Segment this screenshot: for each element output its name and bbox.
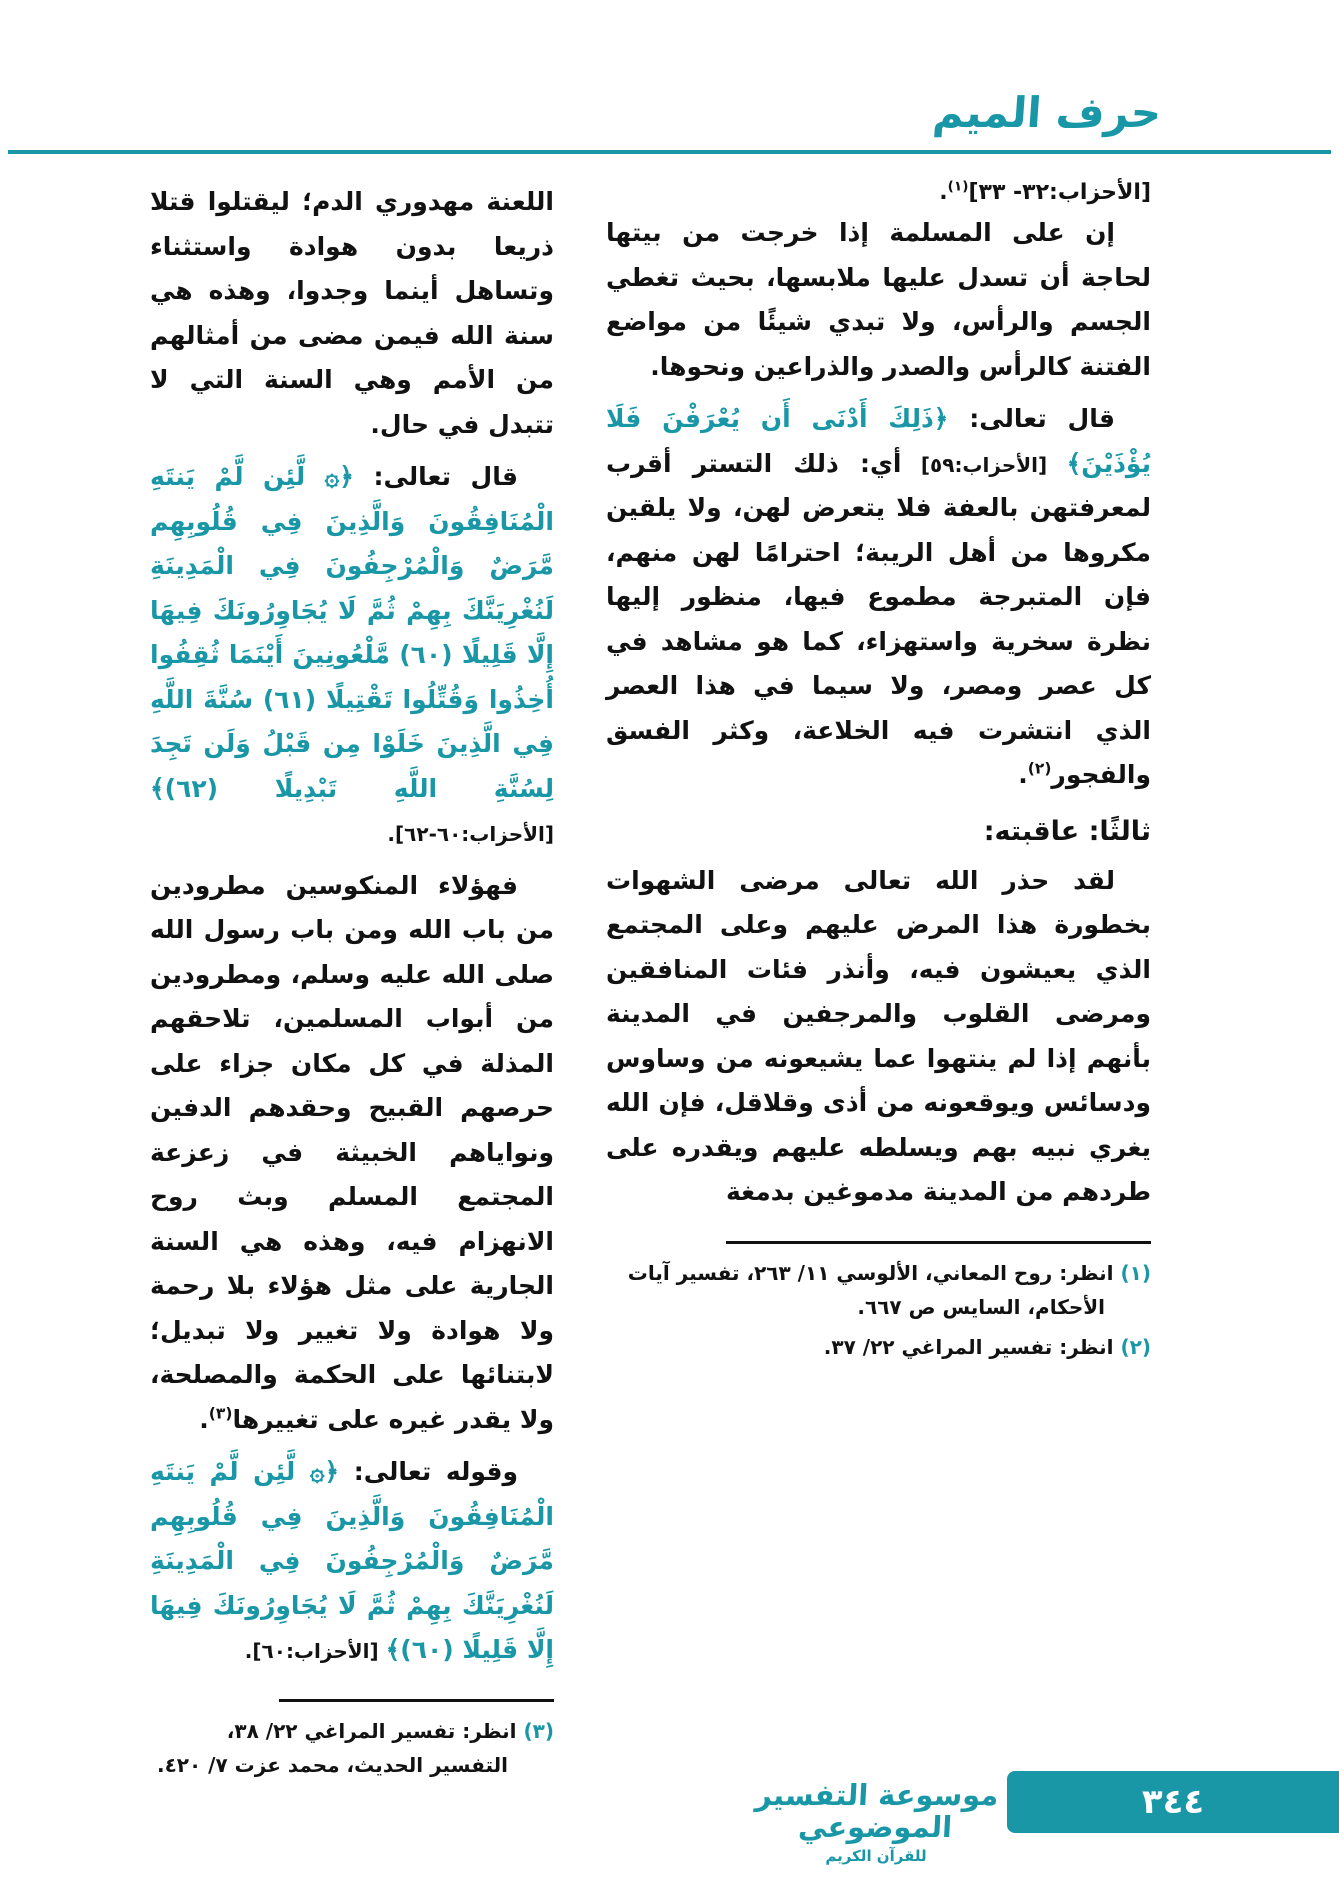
page-number: ٣٤٤: [1141, 1782, 1205, 1822]
footnote: [606, 1256, 1151, 1324]
logo-title: موسوعة التفسير الموضوعي: [754, 1777, 1000, 1844]
intro-text: وقوله تعالى:: [339, 1457, 519, 1486]
verse-reference: [الأحزاب:٥٩]: [901, 452, 1067, 477]
footnote: [150, 1714, 554, 1782]
footnote-separator: [726, 1241, 1151, 1244]
paragraph: لقد حذر الله تعالى مرضى الشهوات بخطورة هذا المرض عليهم وعلى المجتمع الذي يعيشون فيه، وأنذر فئات المنافقين ومرضى القلوب والمرجفين في المدينة بأنهم إذا لم ينتهوا عما يشيعونه من وساوس ودسائس ويوقعونه من أذى وقلاقل، فإن الله يغري نبيه بهم ويسلطه عليهم ويقدره على طردهم من المدينة مدموغين بدمغة: [606, 865, 1151, 1206]
chapter-title: حرف الميم: [931, 88, 1163, 137]
body-text: فهؤلاء المنكوسين مطرودين من باب الله ومن باب رسول الله صلى الله عليه وسلم، ومطرودين من أبواب المسلمين، تلاحقهم المذلة في كل مكان جزاء على حرصهم القبيح وحقدهم الدفين ونواياهم الخبيثة في زعزعة المجتمع المسلم وبث روح الانهزام فيه، وهذه هي السنة الجارية على مثل هؤلاء بلا رحمة ولا هوادة ولا تغيير ولا تبديل؛ لابتنائها على الحكمة والمصلحة، ولا يقدر غيره على تغييرها: [150, 870, 554, 1434]
footnotes-block: [606, 1241, 1151, 1364]
page-number-band: [1007, 1771, 1339, 1833]
paragraph-with-verse: [150, 1450, 554, 1673]
quran-verse: ﴿۞ لَّئِن لَّمْ يَنتَهِ الْمُنَافِقُونَ وَالَّذِينَ فِي قُلُوبِهِم مَّرَضٌ وَالْمُرْجِفُونَ فِي الْمَدِينَةِ لَنُغْرِيَنَّكَ بِهِمْ ثُمَّ لَا يُجَاوِرُونَكَ فِيهَا إِلَّا قَلِيلًا (٦٠) مَّلْعُونِينَ أَيْنَمَا ثُقِفُوا أُخِذُوا وَقُتِّلُوا تَقْتِيلًا (٦١) سُنَّةَ اللَّهِ فِي الَّذِينَ خَلَوْا مِن قَبْلُ وَلَن تَجِدَ لِسُنَّةِ اللَّهِ تَبْدِيلًا (٦٢)﴾: [150, 462, 554, 803]
paragraph: إن على المسلمة إذا خرجت من بيتها لحاجة أن تسدل عليها ملابسها، بحيث تغطي الجسم والرأس، ولا تبدي شيئًا من مواضع الفتنة كالرأس والصدر والذراعين ونحوها.: [606, 218, 1151, 381]
footnote-marker: (١): [947, 178, 969, 195]
header-rule: [8, 150, 1331, 154]
right-column: [606, 180, 1151, 1370]
verse-reference: [الأحزاب:٣٢- ٣٣]: [968, 180, 1151, 205]
verse-reference: [الأحزاب:٦٠-٦٢].: [387, 822, 554, 846]
footnote-text: انظر: روح المعاني، الألوسي ١١/ ٢٦٣، تفسير آيات الأحكام، السايس ص ٦٦٧.: [627, 1260, 1114, 1319]
text-columns: [150, 180, 1151, 1788]
verse-reference-line: [606, 180, 1151, 205]
paragraph: [150, 864, 554, 1443]
period: .: [1018, 760, 1028, 789]
footnote-number: (٣): [523, 1718, 554, 1743]
intro-text: قال تعالى:: [353, 462, 519, 491]
footnote-marker: (٣): [208, 1404, 233, 1423]
verse-reference: [الأحزاب:٦٠].: [244, 1639, 386, 1663]
period: .: [199, 1404, 209, 1434]
left-column: [150, 180, 554, 1788]
section-heading: ثالثًا: عاقبته:: [983, 815, 1151, 847]
paragraph-with-verse: [150, 455, 554, 856]
publisher-logo: [751, 1777, 1001, 1865]
intro-text: قال تعالى:: [948, 404, 1116, 433]
logo-subtitle: للقرآن الكريم: [825, 1846, 927, 1865]
footnote-text: انظر: تفسير المراغي ٢٢/ ٣٨، التفسير الحديث، محمد عزت ٧/ ٤٢٠.: [156, 1718, 517, 1777]
period: .: [939, 180, 948, 205]
footnotes-block: [150, 1699, 554, 1782]
paragraph: اللعنة مهدوري الدم؛ ليقتلوا قتلا ذريعا بدون هوادة واستثناء وتساهل أينما وجدوا، وهذه هي سنة الله فيمن مضى من أمثالهم من الأمم وهي السنة التي لا تتبدل في حال.: [150, 187, 554, 439]
footnote: [606, 1330, 1151, 1364]
footnote-number: (١): [1120, 1260, 1151, 1285]
footnote-separator: [279, 1699, 554, 1702]
footnote-number: (٢): [1120, 1334, 1151, 1359]
footnote-text: انظر: تفسير المراغي ٢٢/ ٣٧.: [823, 1334, 1114, 1359]
quran-verse: ﴿ذَلِكَ أَدْنَى أَن يُعْرَفْنَ فَلَا يُؤْذَيْنَ﴾: [606, 404, 1151, 478]
quran-verse: ﴿۞ لَّئِن لَّمْ يَنتَهِ الْمُنَافِقُونَ وَالَّذِينَ فِي قُلُوبِهِم مَّرَضٌ وَالْمُرْجِفُونَ فِي الْمَدِينَةِ لَنُغْرِيَنَّكَ بِهِمْ ثُمَّ لَا يُجَاوِرُونَكَ فِيهَا إِلَّا قَلِيلًا (٦٠)﴾: [150, 1457, 554, 1664]
footnote-marker: (٢): [1027, 759, 1052, 778]
paragraph-with-verse: [606, 397, 1151, 798]
commentary-text: أي: ذلك التستر أقرب لمعرفتهن بالعفة فلا يتعرض لهن، ولا يلقين مكروها من أهل الريبة؛ احترامًا لهن منهم، فإن المتبرجة مطموع فيها، منظور إليها نظرة سخرية واستهزاء، كما هو مشاهد في كل عصر ومصر، ولا سيما في هذا العصر الذي انتشرت فيه الخلاعة، وكثر الفسق والفجور: [606, 448, 1151, 789]
